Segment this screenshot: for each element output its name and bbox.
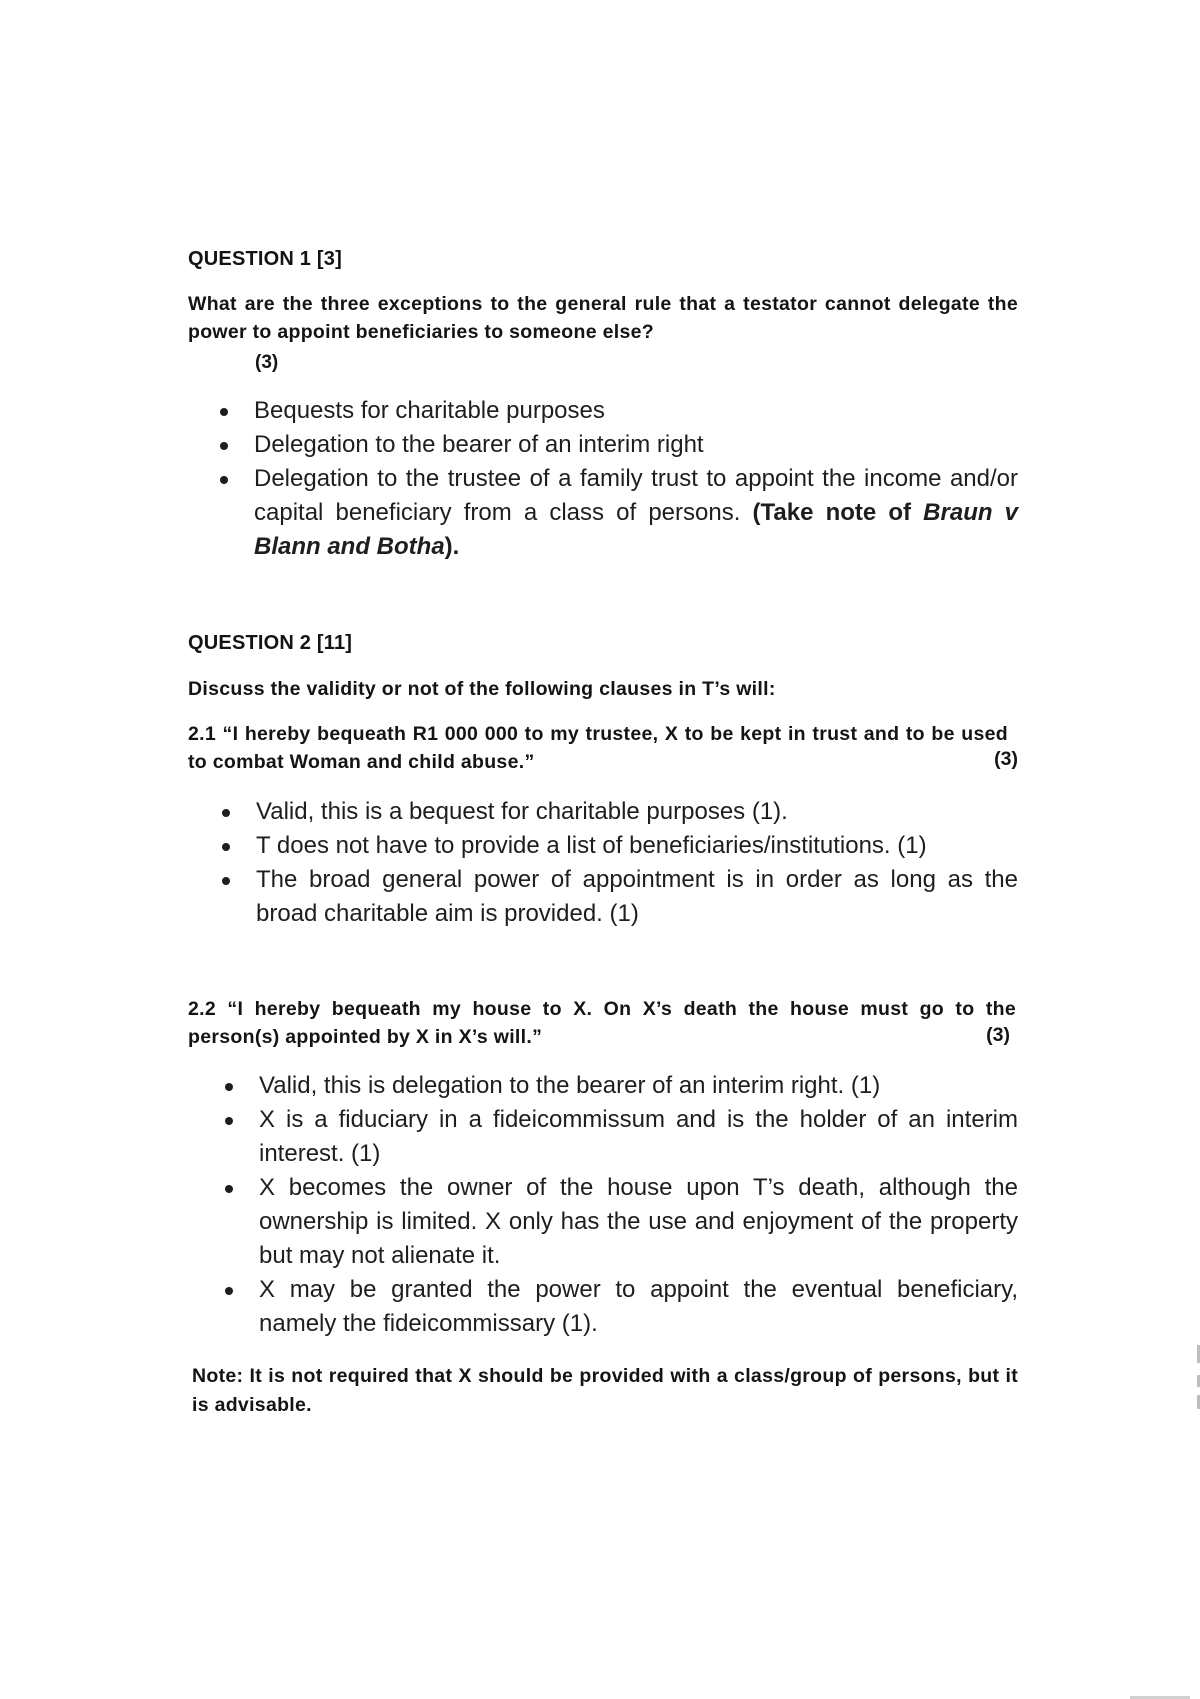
bullet-icon bbox=[225, 1185, 233, 1193]
answer-text: Valid, this is a bequest for charitable purposes (1). bbox=[256, 798, 788, 825]
answer-text: Bequests for charitable purposes bbox=[254, 397, 605, 424]
list-item bbox=[222, 829, 1018, 863]
question-2-1-answer-list bbox=[222, 795, 1018, 931]
bullet-icon bbox=[225, 1083, 233, 1091]
list-item bbox=[220, 394, 1018, 428]
question-2-heading: QUESTION 2 [11] bbox=[188, 632, 353, 654]
bullet-icon bbox=[222, 809, 230, 817]
note-suffix: ). bbox=[444, 533, 460, 560]
question-2-instruction: Discuss the validity or not of the following clauses in T’s will: bbox=[188, 678, 776, 700]
answer-text: X becomes the owner of the house upon T’s death, although the ownership is limited. X only has the use and enjoyment of the property but may not alienate it. bbox=[259, 1174, 1018, 1269]
list-item bbox=[225, 1273, 1018, 1341]
question-1-marks: (3) bbox=[255, 352, 279, 373]
question-2-2-marks: (3) bbox=[986, 1024, 1010, 1046]
question-1-heading: QUESTION 1 [3] bbox=[188, 248, 342, 270]
question-1-text: What are the three exceptions to the general rule that a testator cannot delegate the power to appoint beneficiaries to someone else? bbox=[188, 293, 1018, 343]
bullet-icon bbox=[220, 476, 228, 484]
question-2-1-text: 2.1 “I hereby bequeath R1 000 000 to my trustee, X to be kept in trust and to be used to combat Woman and child abuse.” bbox=[188, 723, 1008, 773]
list-item bbox=[220, 428, 1018, 462]
list-item bbox=[225, 1171, 1018, 1273]
question-2-2-text: 2.2 “I hereby bequeath my house to X. On X’s death the house must go to the person(s) appointed by X in X’s will.” bbox=[188, 998, 1016, 1048]
list-item bbox=[222, 863, 1018, 931]
bullet-icon bbox=[222, 843, 230, 851]
list-item bbox=[225, 1103, 1018, 1171]
bullet-icon bbox=[225, 1287, 233, 1295]
answer-text: X may be granted the power to appoint the eventual beneficiary, namely the fideicommissary (1). bbox=[259, 1276, 1018, 1337]
question-2-1-marks: (3) bbox=[994, 748, 1018, 770]
answer-text: Valid, this is delegation to the bearer of an interim right. (1) bbox=[259, 1072, 881, 1099]
bullet-icon bbox=[225, 1117, 233, 1125]
list-item bbox=[225, 1069, 1018, 1103]
bullet-icon bbox=[220, 442, 228, 450]
question-2-2-answer-list bbox=[225, 1069, 1018, 1341]
answer-text: X is a fiduciary in a fideicommissum and is the holder of an interim interest. (1) bbox=[259, 1106, 1018, 1167]
note-prefix: (Take note of bbox=[752, 499, 912, 526]
list-item bbox=[222, 795, 1018, 829]
bullet-icon bbox=[222, 877, 230, 885]
note-text: Note: It is not required that X should be provided with a class/group of persons, but it is advisable. bbox=[192, 1365, 1018, 1416]
bullet-icon bbox=[220, 408, 228, 416]
case-name: Braun v Blann and Botha bbox=[254, 499, 1018, 560]
answer-text: The broad general power of appointment is in order as long as the broad charitable aim is provided. (1) bbox=[256, 866, 1018, 927]
answer-text: T does not have to provide a list of beneficiaries/institutions. (1) bbox=[256, 832, 927, 859]
list-item bbox=[220, 462, 1018, 564]
question-1-answer-list bbox=[220, 394, 1018, 564]
answer-text: Delegation to the trustee of a family trust to appoint the income and/or capital beneficiary from a class of persons. bbox=[254, 465, 1018, 526]
answer-text: Delegation to the bearer of an interim right bbox=[254, 431, 704, 458]
